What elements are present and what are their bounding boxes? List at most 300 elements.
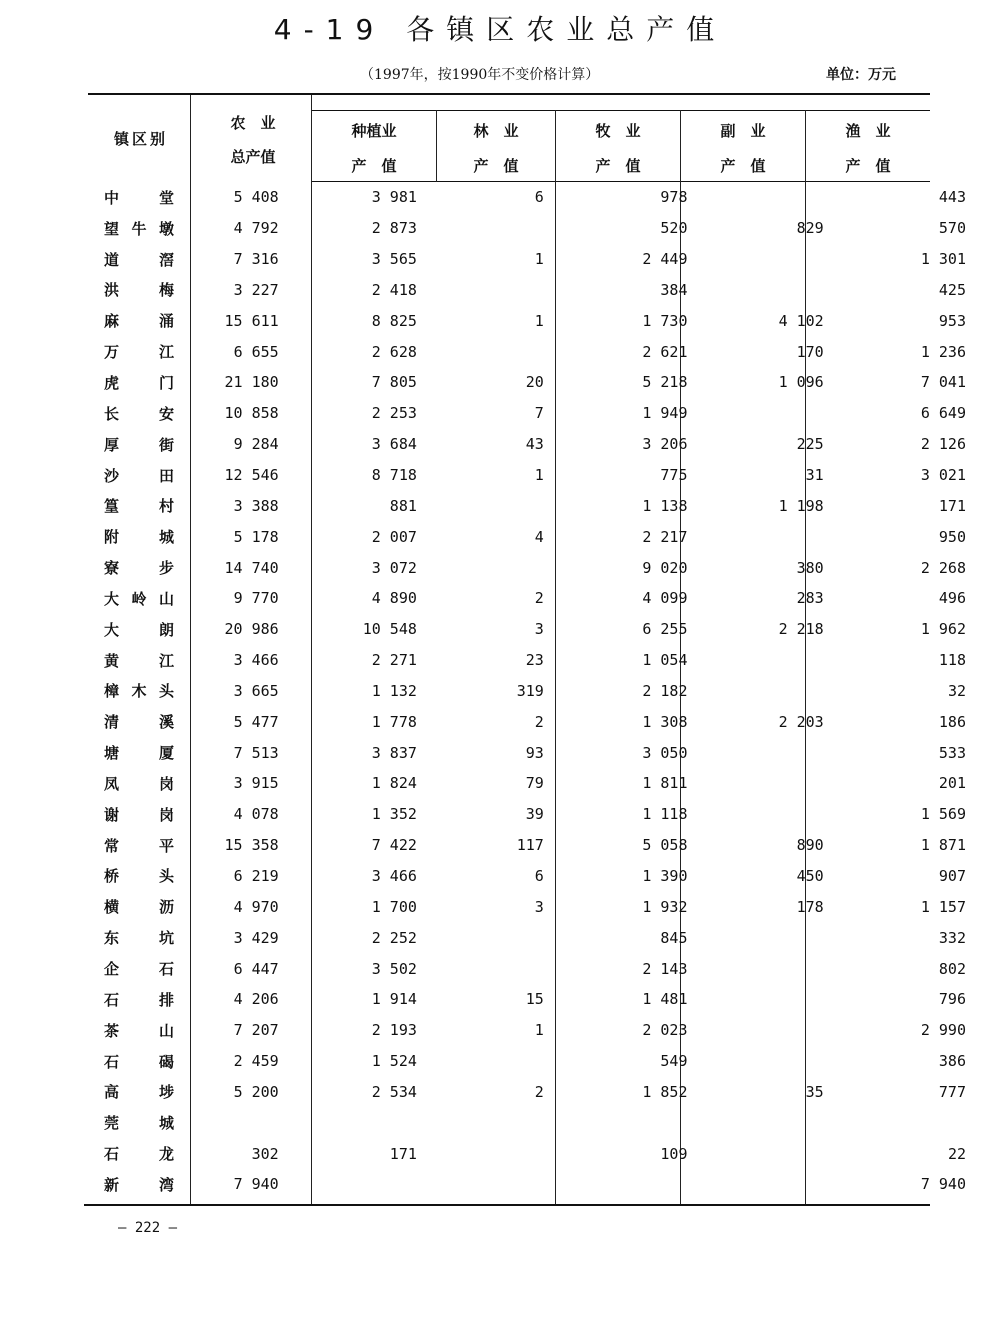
cell-forestry <box>451 552 584 583</box>
cell-town <box>90 275 196 306</box>
cell-livestock <box>584 1169 722 1200</box>
town-name: 东 坑 <box>104 929 174 948</box>
cell-forestry <box>451 1138 584 1169</box>
header-livestock-line1: 牧 业 <box>595 122 641 140</box>
cell-fishery: 386 <box>938 1052 966 1071</box>
cell-planting: 2 534 <box>371 1082 417 1101</box>
cell-sideline <box>721 521 863 552</box>
cell-forestry: 3 <box>534 897 544 916</box>
cell-sideline <box>721 645 863 676</box>
town-name: 石 碣 <box>104 1052 174 1071</box>
town-name: 清 溪 <box>104 713 174 732</box>
cell-town <box>90 583 196 614</box>
cell-total <box>196 1107 311 1138</box>
cell-livestock: 3 050 <box>642 743 688 762</box>
cell-livestock: 5 058 <box>642 836 688 855</box>
cell-fishery: 1 871 <box>920 836 966 855</box>
cell-total: 10 858 <box>224 404 279 423</box>
cell-planting: 2 253 <box>371 404 417 423</box>
cell-fishery: 950 <box>938 527 966 546</box>
cell-fishery: 22 <box>947 1144 966 1163</box>
cell-livestock: 978 <box>660 188 688 207</box>
cell-total: 6 447 <box>233 959 279 978</box>
table-body <box>90 182 1000 1200</box>
town-name: 塘 厦 <box>104 744 174 763</box>
cell-livestock: 520 <box>660 219 688 238</box>
town-name: 道 滘 <box>104 250 174 269</box>
cell-forestry: 39 <box>525 805 544 824</box>
cell-total: 7 316 <box>233 250 279 269</box>
cell-sideline <box>721 1046 863 1077</box>
cell-fishery: 570 <box>938 219 966 238</box>
cell-planting: 3 466 <box>371 866 417 885</box>
cell-total: 5 408 <box>233 188 279 207</box>
cell-livestock: 1 118 <box>642 805 688 824</box>
town-name: 新 湾 <box>104 1175 174 1194</box>
town-name: 樟 木 头 <box>104 682 174 701</box>
cell-forestry: 3 <box>534 620 544 639</box>
table-row <box>90 398 1000 429</box>
cell-town <box>90 1015 196 1046</box>
cell-total: 15 611 <box>224 311 279 330</box>
table-row <box>90 799 1000 830</box>
table-row <box>90 614 1000 645</box>
cell-fishery: 777 <box>938 1082 966 1101</box>
town-name: 横 沥 <box>104 898 174 917</box>
header-planting-line2: 产 值 <box>351 157 397 175</box>
cell-town <box>90 676 196 707</box>
cell-fishery: 1 569 <box>920 805 966 824</box>
cell-town <box>90 552 196 583</box>
cell-planting: 1 132 <box>371 681 417 700</box>
cell-livestock: 4 099 <box>642 589 688 608</box>
cell-sideline: 4 102 <box>778 311 824 330</box>
cell-sideline: 890 <box>796 836 824 855</box>
cell-fishery: 7 940 <box>920 1175 966 1194</box>
cell-forestry: 1 <box>534 1021 544 1040</box>
cell-fishery: 1 962 <box>920 620 966 639</box>
cell-forestry <box>451 336 584 367</box>
cell-sideline: 31 <box>805 466 824 485</box>
cell-town <box>90 861 196 892</box>
table-row <box>90 830 1000 861</box>
cell-total: 9 284 <box>233 435 279 454</box>
cell-fishery: 7 041 <box>920 373 966 392</box>
cell-fishery: 332 <box>938 928 966 947</box>
cell-town <box>90 984 196 1015</box>
cell-planting: 2 193 <box>371 1021 417 1040</box>
town-name: 高 埗 <box>104 1083 174 1102</box>
cell-planting <box>311 1169 451 1200</box>
cell-livestock: 1 308 <box>642 712 688 731</box>
table-row <box>90 583 1000 614</box>
cell-town <box>90 213 196 244</box>
cell-total: 5 178 <box>233 527 279 546</box>
cell-planting: 1 700 <box>371 897 417 916</box>
cell-forestry: 2 <box>534 1082 544 1101</box>
table-row <box>90 460 1000 491</box>
cell-livestock: 2 182 <box>642 681 688 700</box>
cell-forestry: 43 <box>525 435 544 454</box>
cell-town <box>90 737 196 768</box>
cell-planting: 3 684 <box>371 435 417 454</box>
table-row <box>90 490 1000 521</box>
town-name: 万 江 <box>104 343 174 362</box>
cell-planting: 2 873 <box>371 219 417 238</box>
cell-town <box>90 799 196 830</box>
town-name: 黄 江 <box>104 651 174 670</box>
cell-sideline: 829 <box>796 219 824 238</box>
cell-town <box>90 1076 196 1107</box>
table-row <box>90 1076 1000 1107</box>
cell-livestock: 2 621 <box>642 342 688 361</box>
cell-forestry <box>451 1107 584 1138</box>
cell-forestry: 1 <box>534 250 544 269</box>
cell-forestry: 6 <box>534 866 544 885</box>
cell-planting: 1 778 <box>371 712 417 731</box>
cell-fishery: 496 <box>938 589 966 608</box>
cell-forestry <box>451 1046 584 1077</box>
cell-total: 7 513 <box>233 743 279 762</box>
cell-planting: 1 524 <box>371 1052 417 1071</box>
cell-total: 6 655 <box>233 342 279 361</box>
cell-planting: 171 <box>389 1144 417 1163</box>
table-row <box>90 244 1000 275</box>
town-name: 长 安 <box>104 404 174 423</box>
cell-sideline <box>721 398 863 429</box>
cell-livestock: 1 730 <box>642 311 688 330</box>
cell-town <box>90 305 196 336</box>
cell-town <box>90 490 196 521</box>
cell-total: 3 429 <box>233 928 279 947</box>
town-name: 沙 田 <box>104 466 174 485</box>
table-row <box>90 676 1000 707</box>
cell-planting: 2 271 <box>371 651 417 670</box>
cell-livestock: 1 932 <box>642 897 688 916</box>
cell-town <box>90 645 196 676</box>
cell-town <box>90 1169 196 1200</box>
cell-town <box>90 1046 196 1077</box>
header-total-line1: 农 业 <box>230 114 276 132</box>
cell-fishery: 533 <box>938 743 966 762</box>
cell-livestock: 6 255 <box>642 620 688 639</box>
table-row <box>90 861 1000 892</box>
table-row <box>90 984 1000 1015</box>
column-divider <box>436 110 437 182</box>
table-subtitle: （1997年，按1990年不变价格计算） <box>360 67 600 83</box>
header-sideline-line2: 产 值 <box>720 157 766 175</box>
cell-sideline <box>721 1107 863 1138</box>
cell-livestock: 109 <box>660 1144 688 1163</box>
cell-planting: 3 502 <box>371 959 417 978</box>
cell-forestry: 1 <box>534 466 544 485</box>
town-name: 凤 岗 <box>104 774 174 793</box>
header-forestry-line2: 产 值 <box>473 157 519 175</box>
cell-total: 4 078 <box>233 805 279 824</box>
cell-livestock: 1 054 <box>642 651 688 670</box>
cell-planting: 2 418 <box>371 280 417 299</box>
town-name: 洪 梅 <box>104 281 174 300</box>
cell-total: 4 970 <box>233 897 279 916</box>
cell-sideline <box>721 275 863 306</box>
table-row <box>90 521 1000 552</box>
cell-sideline: 2 218 <box>778 620 824 639</box>
table-row <box>90 1046 1000 1077</box>
cell-town <box>90 336 196 367</box>
cell-forestry: 6 <box>534 188 544 207</box>
cell-sideline: 225 <box>796 435 824 454</box>
header-sideline-line1: 副 业 <box>720 122 766 140</box>
cell-planting: 8 825 <box>371 311 417 330</box>
cell-forestry: 319 <box>516 681 544 700</box>
cell-planting: 7 422 <box>371 836 417 855</box>
cell-fishery: 443 <box>938 188 966 207</box>
town-name: 企 石 <box>104 960 174 979</box>
cell-livestock: 9 020 <box>642 558 688 577</box>
data-table <box>90 182 1000 1200</box>
cell-total: 3 466 <box>233 651 279 670</box>
cell-fishery: 32 <box>947 681 966 700</box>
cell-livestock: 3 206 <box>642 435 688 454</box>
cell-sideline <box>721 1015 863 1046</box>
cell-total: 5 200 <box>233 1082 279 1101</box>
cell-town <box>90 521 196 552</box>
cell-fishery: 425 <box>938 280 966 299</box>
cell-town <box>90 460 196 491</box>
table-row <box>90 1015 1000 1046</box>
cell-fishery: 6 649 <box>920 404 966 423</box>
cell-town <box>90 768 196 799</box>
cell-town <box>90 244 196 275</box>
table-row <box>90 768 1000 799</box>
cell-town <box>90 398 196 429</box>
table-row <box>90 552 1000 583</box>
table-row <box>90 706 1000 737</box>
cell-fishery: 796 <box>938 990 966 1009</box>
cell-forestry: 4 <box>534 527 544 546</box>
cell-fishery <box>864 1107 1000 1138</box>
cell-forestry: 117 <box>516 836 544 855</box>
table-row <box>90 213 1000 244</box>
town-name: 中 堂 <box>104 188 174 207</box>
cell-planting: 2 628 <box>371 342 417 361</box>
cell-planting: 3 565 <box>371 250 417 269</box>
cell-fishery: 1 301 <box>920 250 966 269</box>
cell-sideline <box>721 799 863 830</box>
cell-fishery: 118 <box>938 651 966 670</box>
table-row <box>90 305 1000 336</box>
cell-sideline: 450 <box>796 866 824 885</box>
cell-planting: 7 805 <box>371 373 417 392</box>
cell-total: 20 986 <box>224 620 279 639</box>
cell-livestock: 5 218 <box>642 373 688 392</box>
cell-planting: 3 981 <box>371 188 417 207</box>
town-name: 厚 街 <box>104 435 174 454</box>
cell-planting: 4 890 <box>371 589 417 608</box>
cell-sideline <box>721 768 863 799</box>
table-row <box>90 645 1000 676</box>
subheader-rule <box>312 110 930 111</box>
cell-town <box>90 1107 196 1138</box>
cell-forestry <box>451 213 584 244</box>
cell-forestry: 20 <box>525 373 544 392</box>
cell-forestry <box>451 953 584 984</box>
table-row <box>90 1169 1000 1200</box>
cell-total: 3 915 <box>233 774 279 793</box>
table-row <box>90 922 1000 953</box>
cell-forestry: 79 <box>525 774 544 793</box>
cell-livestock: 549 <box>660 1052 688 1071</box>
header-forestry-line1: 林 业 <box>473 122 519 140</box>
cell-total: 7 940 <box>233 1175 279 1194</box>
page-title: 4-19 各镇区农业总产值 <box>273 13 727 46</box>
cell-sideline <box>721 953 863 984</box>
cell-livestock: 1 949 <box>642 404 688 423</box>
cell-total: 9 770 <box>233 589 279 608</box>
bottom-rule <box>84 1204 930 1206</box>
cell-town <box>90 1138 196 1169</box>
cell-town <box>90 367 196 398</box>
town-name: 虎 门 <box>104 373 174 392</box>
cell-forestry: 15 <box>525 990 544 1009</box>
town-name: 大 岭 山 <box>104 589 174 608</box>
town-name: 麻 涌 <box>104 312 174 331</box>
cell-total: 15 358 <box>224 836 279 855</box>
cell-livestock: 1 390 <box>642 866 688 885</box>
cell-forestry: 2 <box>534 712 544 731</box>
cell-forestry <box>451 275 584 306</box>
cell-livestock: 1 138 <box>642 496 688 515</box>
cell-town <box>90 706 196 737</box>
cell-sideline <box>721 1138 863 1169</box>
cell-sideline: 1 096 <box>778 373 824 392</box>
town-name: 篁 村 <box>104 497 174 516</box>
cell-town <box>90 182 196 213</box>
cell-livestock: 775 <box>660 466 688 485</box>
cell-total: 14 740 <box>224 558 279 577</box>
cell-fishery: 2 126 <box>920 435 966 454</box>
cell-sideline: 170 <box>796 342 824 361</box>
cell-total: 2 459 <box>233 1052 279 1071</box>
town-name: 望 牛 墩 <box>104 219 174 238</box>
cell-forestry: 2 <box>534 589 544 608</box>
cell-sideline: 283 <box>796 589 824 608</box>
cell-forestry <box>451 490 584 521</box>
cell-forestry: 1 <box>534 311 544 330</box>
cell-sideline: 1 198 <box>778 496 824 515</box>
cell-sideline: 178 <box>796 897 824 916</box>
cell-sideline <box>721 1169 863 1200</box>
cell-sideline <box>721 922 863 953</box>
table-row <box>90 953 1000 984</box>
table-row <box>90 1107 1000 1138</box>
cell-livestock: 384 <box>660 280 688 299</box>
cell-sideline <box>721 676 863 707</box>
cell-planting: 3 837 <box>371 743 417 762</box>
cell-fishery: 171 <box>938 496 966 515</box>
cell-sideline: 2 203 <box>778 712 824 731</box>
cell-fishery: 953 <box>938 311 966 330</box>
table-row <box>90 182 1000 213</box>
header-total-line2: 总产值 <box>230 148 276 166</box>
cell-planting <box>311 1107 451 1138</box>
cell-total: 3 665 <box>233 681 279 700</box>
cell-total: 12 546 <box>224 466 279 485</box>
cell-fishery: 907 <box>938 866 966 885</box>
town-name: 石 排 <box>104 990 174 1009</box>
cell-planting: 2 007 <box>371 527 417 546</box>
cell-forestry <box>451 922 584 953</box>
town-name: 莞 城 <box>104 1114 174 1133</box>
header-fishery-line1: 渔 业 <box>845 122 891 140</box>
cell-sideline: 380 <box>796 558 824 577</box>
header-town: 镇区别 <box>113 130 168 148</box>
cell-fishery: 2 268 <box>920 558 966 577</box>
header-planting-line1: 种植业 <box>351 122 397 140</box>
table-row <box>90 336 1000 367</box>
cell-forestry: 93 <box>525 743 544 762</box>
table-row <box>90 429 1000 460</box>
cell-town <box>90 953 196 984</box>
cell-total: 3 388 <box>233 496 279 515</box>
cell-forestry: 7 <box>534 404 544 423</box>
cell-fishery: 3 021 <box>920 466 966 485</box>
cell-planting: 881 <box>389 496 417 515</box>
town-name: 常 平 <box>104 836 174 855</box>
town-name: 茶 山 <box>104 1021 174 1040</box>
cell-total: 302 <box>251 1144 279 1163</box>
header-fishery-line2: 产 值 <box>845 157 891 175</box>
town-name: 大 朗 <box>104 620 174 639</box>
cell-livestock: 1 811 <box>642 774 688 793</box>
cell-town <box>90 429 196 460</box>
cell-planting: 1 352 <box>371 805 417 824</box>
cell-forestry <box>451 1169 584 1200</box>
cell-total: 6 219 <box>233 866 279 885</box>
cell-total: 4 792 <box>233 219 279 238</box>
town-name: 谢 岗 <box>104 805 174 824</box>
cell-sideline <box>721 984 863 1015</box>
cell-planting: 1 914 <box>371 990 417 1009</box>
cell-total: 21 180 <box>224 373 279 392</box>
cell-forestry: 23 <box>525 651 544 670</box>
cell-town <box>90 922 196 953</box>
cell-sideline <box>721 182 863 213</box>
town-name: 寮 步 <box>104 559 174 578</box>
cell-planting: 1 824 <box>371 774 417 793</box>
cell-planting: 2 252 <box>371 928 417 947</box>
cell-livestock: 2 449 <box>642 250 688 269</box>
cell-livestock: 2 143 <box>642 959 688 978</box>
cell-town <box>90 830 196 861</box>
cell-livestock <box>584 1107 722 1138</box>
cell-fishery: 186 <box>938 712 966 731</box>
table-row <box>90 1138 1000 1169</box>
page-number: — 222 — <box>118 1220 178 1236</box>
cell-total: 7 207 <box>233 1021 279 1040</box>
town-name: 附 城 <box>104 528 174 547</box>
town-name: 桥 头 <box>104 867 174 886</box>
cell-livestock: 2 217 <box>642 527 688 546</box>
cell-town <box>90 614 196 645</box>
cell-fishery: 1 236 <box>920 342 966 361</box>
cell-sideline: 35 <box>805 1082 824 1101</box>
cell-fishery: 201 <box>938 774 966 793</box>
top-rule <box>88 93 930 95</box>
cell-fishery: 2 990 <box>920 1021 966 1040</box>
cell-planting: 8 718 <box>371 466 417 485</box>
cell-livestock: 1 481 <box>642 990 688 1009</box>
